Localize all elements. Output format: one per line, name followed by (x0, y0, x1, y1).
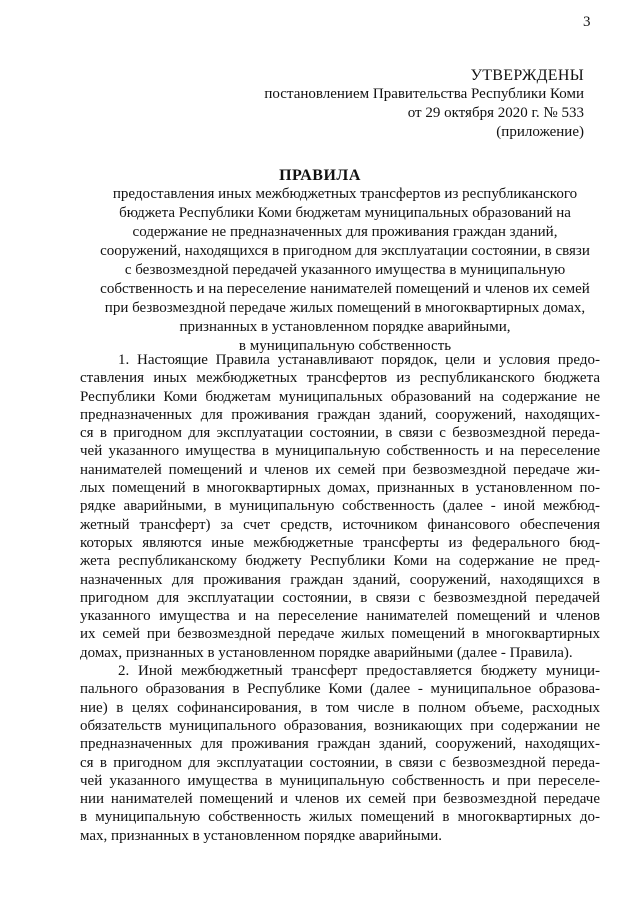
paragraph-1 (80, 351, 600, 662)
subtitle-line: собственность и на переселение нанимателей помещений и членов их семей (100, 281, 590, 297)
paragraph-line: их семей при безвозмездной передаче жилых помещений в многоквартирных (80, 626, 600, 643)
paragraph-line: чей указанного имущества в муниципальную собственность и на переселение (80, 443, 600, 460)
paragraph-line: ся в пригодном для эксплуатации состоянии, в связи с безвозмездной переда- (80, 425, 600, 442)
paragraph-line: ставления иных межбюджетных трансфертов из республиканского бюджета (80, 370, 600, 387)
paragraph-line: нанимателей помещений и членов их семей при безвозмездной передаче жи- (80, 461, 600, 478)
paragraph-line: мах, признанных в установленном порядке аварийными. (80, 827, 443, 844)
paragraph-line: рядке аварийными, в муниципальную собственность (далее - иной межбюд- (80, 498, 600, 515)
subtitle-line: при безвозмездной передаче жилых помещений в многоквартирных домах, (104, 300, 586, 316)
approval-line-3: (приложение) (496, 124, 584, 140)
paragraph-line: которых являются иные межбюджетные трансферты из федерального бюд- (80, 534, 600, 551)
paragraph-line: пригодном для эксплуатации состоянии, в связи с безвозмездной передачей (80, 589, 600, 606)
subtitle-line: сооружений, находящихся в пригодном для эксплуатации состоянии, в связи (100, 243, 590, 259)
paragraph-line: жета республиканскому бюджету Республики Коми на содержание не пред- (80, 553, 600, 570)
document-title: ПРАВИЛА (279, 167, 361, 184)
paragraph-line: указанного имущества и на переселение нанимателей помещений и членов (80, 608, 600, 625)
paragraph-line: домах, признанных в установленном порядке аварийными (далее - Правила). (80, 644, 573, 661)
approval-block (264, 66, 584, 142)
paragraph-line: в муниципальную собственность жилых помещений в многоквартирных до- (80, 809, 600, 826)
paragraph-line: 1. Настоящие Правила устанавливают порядок, цели и условия предо- (118, 352, 600, 368)
subtitle-line: бюджета Республики Коми бюджетам муниципальных образований на (119, 205, 571, 221)
subtitle-line: содержание не предназначенных для проживания граждан зданий, (132, 224, 558, 240)
paragraph-line: предназначенных для проживания граждан зданий, сооружений, находящих- (80, 406, 600, 423)
paragraph-line: чей указанного имущества в муниципальную собственность и при переселе- (80, 772, 600, 789)
paragraph-line: Республики Коми бюджетам муниципальных образований на содержание не (80, 388, 600, 405)
document-body (80, 351, 600, 845)
paragraph-line: лых помещений в многоквартирных домах, признанных в установленном по- (80, 480, 600, 497)
paragraph-line: 2. Иной межбюджетный трансферт предоставляется бюджету муници- (118, 663, 600, 680)
subtitle-line: признанных в установленном порядке аварийными, (179, 319, 511, 335)
subtitle-line: в муниципальную собственность (238, 338, 452, 354)
paragraph-line: обязательств муниципального образования, возникающих при содержании не (80, 717, 600, 734)
paragraph-line: нии нанимателей помещений и членов их семей при безвозмездной передаче (80, 791, 600, 808)
subtitle-line: предоставления иных межбюджетных трансфертов из республиканского (112, 186, 578, 202)
paragraph-line: пального образования в Республике Коми (далее - муниципальное образова- (80, 681, 600, 698)
subtitle-line: с безвозмездной передачей указанного имущества в муниципальную (124, 262, 566, 278)
paragraph-line: ние) в целях софинансирования, в том числе в полном объеме, расходных (80, 699, 600, 716)
approval-stamp: УТВЕРЖДЕНЫ (470, 67, 584, 84)
approval-line-2: от 29 октября 2020 г. № 533 (407, 105, 584, 121)
paragraph-line: жетный трансферт) за счет средств, источником финансового обеспечения (80, 516, 600, 533)
approval-line-1: постановлением Правительства Республики Коми (264, 86, 584, 102)
document-subtitle (95, 185, 595, 356)
page-number: 3 (583, 14, 591, 30)
paragraph-2 (80, 662, 600, 845)
paragraph-line: ся в пригодном для эксплуатации состоянии, в связи с безвозмездной переда- (80, 754, 600, 771)
paragraph-line: назначенных для проживания граждан зданий, сооружений, находящихся в (80, 571, 600, 588)
paragraph-line: предназначенных для проживания граждан зданий, сооружений, находящих- (80, 736, 600, 753)
